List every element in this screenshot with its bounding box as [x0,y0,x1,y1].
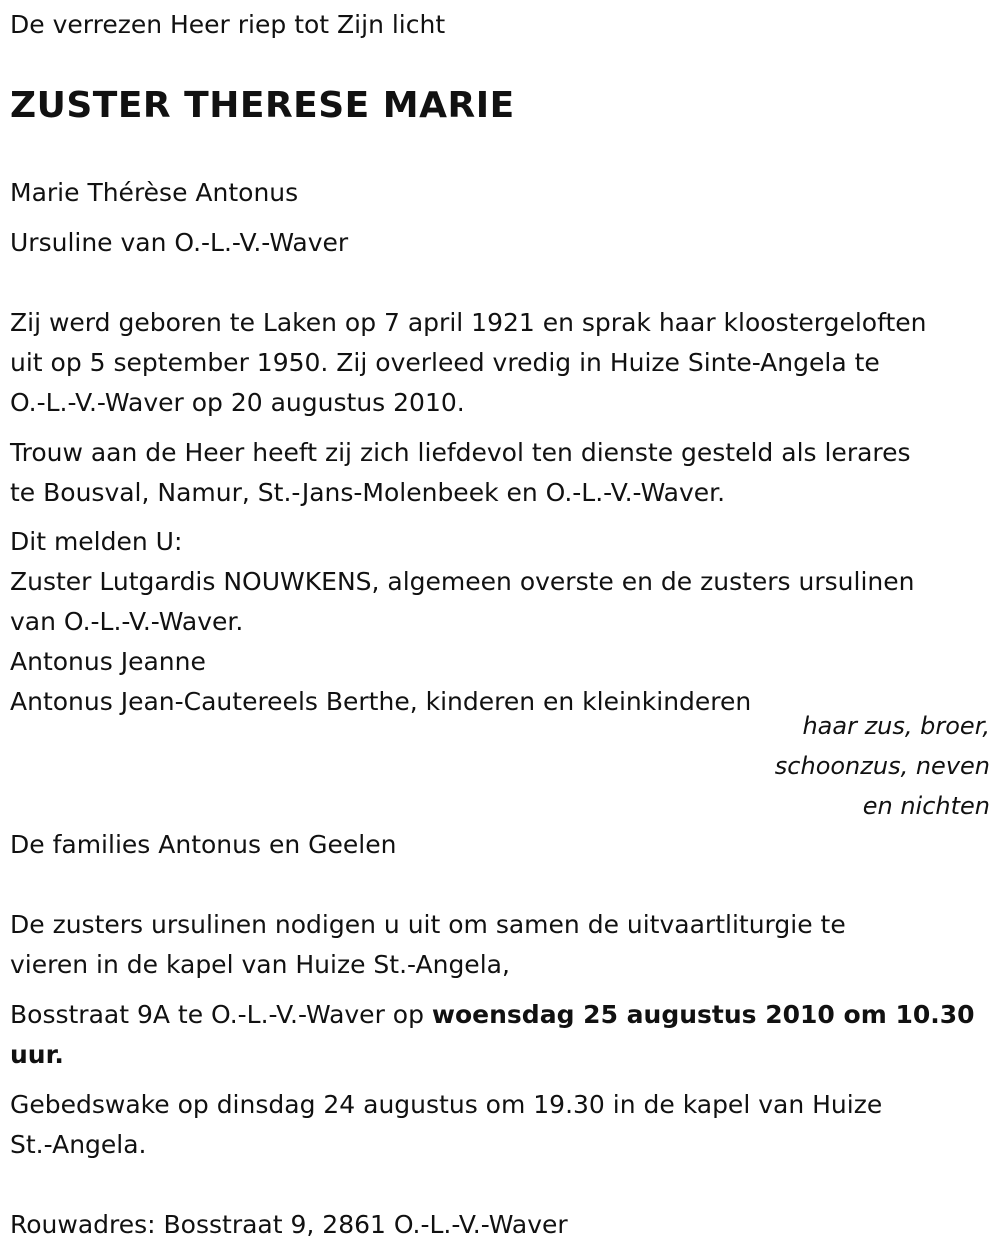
announcers-intro: Dit melden U: [10,527,183,556]
opening-line: De verrezen Heer riep tot Zijn licht [10,10,446,39]
bio-line: uit op 5 september 1950. Zij overleed vredig in Huize Sinte-Angela te [10,348,880,377]
bio-line: O.-L.-V.-Waver op 20 augustus 2010. [10,388,465,417]
relation-line: en nichten [862,792,990,820]
relation-line: schoonzus, neven [774,752,990,780]
funeral-location: Bosstraat 9A te O.-L.-V.-Waver op [10,1000,432,1029]
bio-line: te Bousval, Namur, St.-Jans-Molenbeek en O.-L.-V.-Waver. [10,478,726,507]
funeral-invite-line: De zusters ursulinen nodigen u uit om samen de uitvaartliturgie te [10,910,846,939]
deceased-name: ZUSTER THERESE MARIE [10,85,515,126]
announcer-line: Antonus Jeanne [10,647,206,676]
vigil-line: Gebedswake op dinsdag 24 augustus om 19.30 in de kapel van Huize [10,1090,883,1119]
religious-order: Ursuline van O.-L.-V.-Waver [10,228,349,257]
funeral-datetime: woensdag 25 augustus 2010 om 10.30 [431,1000,975,1029]
families-line: De families Antonus en Geelen [10,830,397,859]
bio-line: Trouw aan de Heer heeft zij zich liefdevol ten dienste gesteld als lerares [10,438,911,467]
bio-line: Zij werd geboren te Laken op 7 april 1921 en sprak haar kloostergeloften [10,308,927,337]
civil-name: Marie Thérèse Antonus [10,178,299,207]
announcer-line: Zuster Lutgardis NOUWKENS, algemeen overste en de zusters ursulinen [10,567,915,596]
relation-line: haar zus, broer, [802,712,990,740]
mourning-address: Rouwadres: Bosstraat 9, 2861 O.-L.-V.-Waver [10,1210,568,1239]
funeral-location-line [10,995,975,1035]
announcer-line: van O.-L.-V.-Waver. [10,607,244,636]
funeral-invite-line: vieren in de kapel van Huize St.-Angela, [10,950,510,979]
announcer-line: Antonus Jean-Cautereels Berthe, kinderen en kleinkinderen [10,687,752,716]
funeral-datetime-continued: uur. [10,1040,64,1069]
vigil-line: St.-Angela. [10,1130,147,1159]
